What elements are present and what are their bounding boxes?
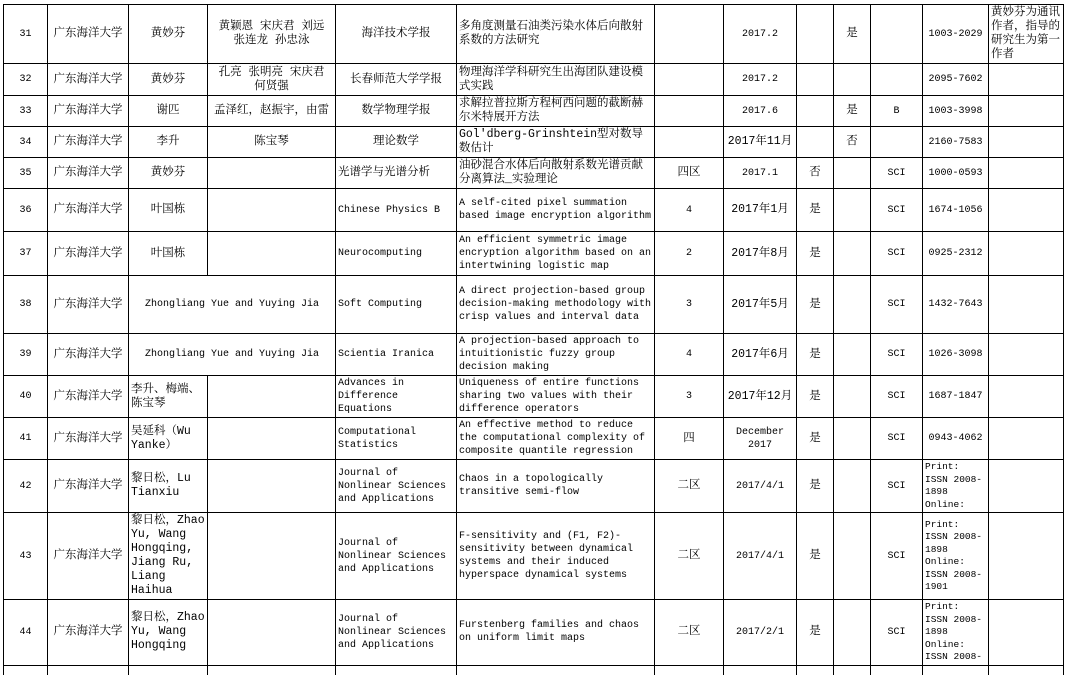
cell-note[interactable] <box>989 276 1064 334</box>
cell-title[interactable]: An effective method to reduce the computational complexity of composite quantile regression <box>457 418 655 460</box>
cell-university[interactable]: 广东海洋大学 <box>48 334 129 376</box>
cell-flag2[interactable] <box>834 276 871 334</box>
cell-coauthors[interactable] <box>208 418 336 460</box>
cell-journal[interactable] <box>336 665 457 675</box>
table-row <box>4 158 1064 189</box>
cell-date[interactable]: 2017年5月 <box>724 276 797 334</box>
cell-author[interactable]: 黄妙芬 <box>129 158 208 189</box>
cell-num[interactable]: 36 <box>4 189 48 232</box>
cell-date[interactable]: December 2017 <box>724 418 797 460</box>
cell-index[interactable] <box>871 665 923 675</box>
publications-table <box>3 4 1064 675</box>
cell-flag1[interactable] <box>797 127 834 158</box>
cell-issn[interactable]: 1674-1056 <box>923 189 989 232</box>
cell-coauthors[interactable]: 黄颖恩 宋庆君 刘远 张连龙 孙忠泳 <box>208 5 336 64</box>
cell-date[interactable]: 2017/4/1 <box>724 460 797 513</box>
cell-note[interactable] <box>989 96 1064 127</box>
cell-date[interactable]: 2017年11月 <box>724 127 797 158</box>
cell-quartile[interactable]: 四区 <box>655 158 724 189</box>
cell-num[interactable]: 38 <box>4 276 48 334</box>
cell-university[interactable]: 广东海洋大学 <box>48 64 129 96</box>
cell-num[interactable]: 41 <box>4 418 48 460</box>
table-row <box>4 600 1064 666</box>
cell-title[interactable]: Gol'dberg-Grinshtein型对数导数估计 <box>457 127 655 158</box>
cell-flag1[interactable]: 是 <box>797 460 834 513</box>
cell-author[interactable]: 李升 <box>129 127 208 158</box>
cell-author[interactable]: 谢匹 <box>129 96 208 127</box>
cell-date[interactable]: 2017年1月 <box>724 189 797 232</box>
cell-university[interactable]: 广东海洋大学 <box>48 600 129 666</box>
cell-flag1[interactable] <box>797 64 834 96</box>
cell-flag2[interactable] <box>834 334 871 376</box>
cell-note[interactable] <box>989 665 1064 675</box>
cell-num[interactable]: 33 <box>4 96 48 127</box>
cell-issn[interactable]: Print: ISSN 2008-1898 Online: <box>923 460 989 513</box>
cell-title[interactable]: Chaos in a topologically transitive semi-flow <box>457 460 655 513</box>
cell-title[interactable]: F-sensitivity and (F1, F2)-sensitivity between dynamical systems and their induced hyperspace dynamical systems <box>457 513 655 600</box>
cell-university[interactable]: 广东海洋大学 <box>48 232 129 276</box>
cell-date[interactable]: 2017/4/1 <box>724 513 797 600</box>
cell-quartile[interactable]: 3 <box>655 276 724 334</box>
cell-journal[interactable]: 海洋技术学报 <box>336 5 457 64</box>
table-row <box>4 334 1064 376</box>
cell-quartile[interactable]: 4 <box>655 334 724 376</box>
cell-index[interactable]: SCI <box>871 158 923 189</box>
cell-flag2[interactable] <box>834 513 871 600</box>
table-row <box>4 127 1064 158</box>
cell-flag1[interactable] <box>797 665 834 675</box>
cell-flag1[interactable] <box>797 96 834 127</box>
table-row <box>4 64 1064 96</box>
cell-date[interactable]: 2017年8月 <box>724 232 797 276</box>
cell-quartile[interactable]: 2 <box>655 232 724 276</box>
table-row <box>4 513 1064 600</box>
cell-quartile[interactable]: 二区 <box>655 460 724 513</box>
cell-university[interactable]: 广东海洋大学 <box>48 418 129 460</box>
cell-note[interactable] <box>989 376 1064 418</box>
cell-quartile[interactable]: 二区 <box>655 600 724 666</box>
cell-journal[interactable]: Chinese Physics B <box>336 189 457 232</box>
cell-num[interactable]: 31 <box>4 5 48 64</box>
cell-coauthors[interactable] <box>208 460 336 513</box>
cell-author[interactable]: 黎日松，Lu Tianxiu <box>129 460 208 513</box>
cell-index[interactable]: SCI <box>871 276 923 334</box>
table-row <box>4 96 1064 127</box>
cell-university[interactable]: 广东海洋大学 <box>48 513 129 600</box>
cell-author[interactable]: 黎日松，Zhao Yu, Wang Hongqing, Jiang Ru, Liang Haihua <box>129 513 208 600</box>
cell-author[interactable]: 吴延科（Wu Yanke） <box>129 418 208 460</box>
cell-num[interactable]: 32 <box>4 64 48 96</box>
cell-author[interactable]: 黄妙芬 <box>129 5 208 64</box>
cell-title[interactable]: 求解拉普拉斯方程柯西问题的截断赫尔米特展开方法 <box>457 96 655 127</box>
cell-title[interactable]: Uniqueness of entire functions sharing two values with their difference operators <box>457 376 655 418</box>
cell-author[interactable]: 李升、梅端、陈宝琴 <box>129 376 208 418</box>
cell-note[interactable] <box>989 334 1064 376</box>
cell-flag1[interactable]: 是 <box>797 418 834 460</box>
cell-flag1[interactable]: 是 <box>797 276 834 334</box>
cell-university[interactable]: 广东海洋大学 <box>48 276 129 334</box>
cell-date[interactable]: 2017年12月 <box>724 376 797 418</box>
cell-date[interactable]: 2017.2 <box>724 5 797 64</box>
cell-index[interactable]: SCI <box>871 376 923 418</box>
cell-quartile[interactable] <box>655 64 724 96</box>
cell-author[interactable]: Zhongliang Yue and Yuying Jia <box>129 276 336 334</box>
cell-flag2[interactable] <box>834 232 871 276</box>
cell-quartile[interactable]: 4 <box>655 189 724 232</box>
cell-issn[interactable] <box>923 665 989 675</box>
cell-note[interactable] <box>989 232 1064 276</box>
table-row <box>4 232 1064 276</box>
cell-num[interactable]: 37 <box>4 232 48 276</box>
cell-issn[interactable]: 0943-4062 <box>923 418 989 460</box>
cell-title[interactable] <box>457 665 655 675</box>
cell-title[interactable]: Furstenberg families and chaos on uniform limit maps <box>457 600 655 666</box>
cell-flag1[interactable]: 是 <box>797 334 834 376</box>
cell-index[interactable] <box>871 127 923 158</box>
cell-index[interactable] <box>871 64 923 96</box>
cell-journal[interactable]: Advances in Difference Equations <box>336 376 457 418</box>
cell-coauthors[interactable] <box>208 665 336 675</box>
cell-flag2[interactable]: 是 <box>834 96 871 127</box>
cell-university[interactable]: 广东海洋大学 <box>48 5 129 64</box>
cell-university[interactable]: 广东海洋大学 <box>48 460 129 513</box>
cell-index[interactable] <box>871 5 923 64</box>
cell-note[interactable] <box>989 158 1064 189</box>
table-row <box>4 189 1064 232</box>
cell-title[interactable]: A self-cited pixel summation based image encryption algorithm <box>457 189 655 232</box>
cell-date[interactable]: 2017/2/1 <box>724 600 797 666</box>
cell-issn[interactable]: 1003-2029 <box>923 5 989 64</box>
cell-note[interactable] <box>989 64 1064 96</box>
publications-sheet <box>3 4 1064 675</box>
cell-coauthors[interactable]: 孔亮 张明亮 宋庆君 何贤强 <box>208 64 336 96</box>
cell-university[interactable]: 广东海洋大学 <box>48 158 129 189</box>
cell-flag2[interactable] <box>834 64 871 96</box>
cell-index[interactable]: SCI <box>871 513 923 600</box>
cell-journal[interactable]: 数学物理学报 <box>336 96 457 127</box>
cell-coauthors[interactable] <box>208 158 336 189</box>
cell-index[interactable]: B <box>871 96 923 127</box>
cell-date[interactable]: 2017.2 <box>724 64 797 96</box>
cell-author[interactable]: 黄妙芬 <box>129 64 208 96</box>
table-row <box>4 376 1064 418</box>
cell-author[interactable]: 黎日松，Zhao Yu, Wang Hongqing <box>129 600 208 666</box>
cell-flag2[interactable]: 否 <box>834 127 871 158</box>
cell-title[interactable]: 油砂混合水体后向散射系数光谱贡献分离算法_实验理论 <box>457 158 655 189</box>
cell-issn[interactable]: 1432-7643 <box>923 276 989 334</box>
cell-title[interactable]: An efficient symmetric image encryption algorithm based on an intertwining logistic map <box>457 232 655 276</box>
table-row <box>4 460 1064 513</box>
cell-university[interactable] <box>48 665 129 675</box>
cell-journal[interactable]: Scientia Iranica <box>336 334 457 376</box>
cell-date[interactable]: 2017.6 <box>724 96 797 127</box>
cell-quartile[interactable]: 二区 <box>655 513 724 600</box>
cell-flag1[interactable]: 是 <box>797 600 834 666</box>
cell-title[interactable]: 物理海洋学科研究生出海团队建设模式实践 <box>457 64 655 96</box>
cell-note[interactable] <box>989 189 1064 232</box>
cell-quartile[interactable]: 3 <box>655 376 724 418</box>
cell-flag1[interactable]: 是 <box>797 376 834 418</box>
cell-quartile[interactable] <box>655 96 724 127</box>
cell-note[interactable] <box>989 418 1064 460</box>
cell-flag2[interactable] <box>834 460 871 513</box>
cell-index[interactable]: SCI <box>871 232 923 276</box>
cell-quartile[interactable] <box>655 127 724 158</box>
cell-note[interactable]: 黄妙芬为通讯作者，指导的研究生为第一作者 <box>989 5 1064 64</box>
cell-journal[interactable]: Journal of Nonlinear Sciences and Applications <box>336 513 457 600</box>
cell-num[interactable]: 39 <box>4 334 48 376</box>
table-row <box>4 5 1064 64</box>
cell-issn[interactable]: 1003-3998 <box>923 96 989 127</box>
cell-flag2[interactable] <box>834 600 871 666</box>
cell-date[interactable] <box>724 665 797 675</box>
cell-university[interactable]: 广东海洋大学 <box>48 127 129 158</box>
cell-quartile[interactable] <box>655 5 724 64</box>
cell-flag2[interactable]: 是 <box>834 5 871 64</box>
cell-flag1[interactable] <box>797 5 834 64</box>
cell-num[interactable]: 40 <box>4 376 48 418</box>
cell-author[interactable] <box>129 665 208 675</box>
cell-flag2[interactable] <box>834 418 871 460</box>
cell-issn[interactable]: 2160-7583 <box>923 127 989 158</box>
cell-note[interactable] <box>989 460 1064 513</box>
cell-flag1[interactable]: 是 <box>797 513 834 600</box>
cell-quartile[interactable] <box>655 665 724 675</box>
cell-issn[interactable]: 2095-7602 <box>923 64 989 96</box>
cell-coauthors[interactable] <box>208 376 336 418</box>
cell-author[interactable]: 叶国栋 <box>129 189 208 232</box>
cell-flag2[interactable] <box>834 189 871 232</box>
cell-coauthors[interactable] <box>208 513 336 600</box>
cell-index[interactable]: SCI <box>871 418 923 460</box>
cell-index[interactable]: SCI <box>871 460 923 513</box>
cell-journal[interactable]: Soft Computing <box>336 276 457 334</box>
cell-flag2[interactable] <box>834 376 871 418</box>
cell-university[interactable]: 广东海洋大学 <box>48 189 129 232</box>
table-row <box>4 276 1064 334</box>
cell-journal[interactable]: 理论数学 <box>336 127 457 158</box>
cell-flag1[interactable]: 是 <box>797 232 834 276</box>
cell-flag1[interactable]: 是 <box>797 189 834 232</box>
cell-date[interactable]: 2017年6月 <box>724 334 797 376</box>
cell-index[interactable]: SCI <box>871 189 923 232</box>
cell-quartile[interactable]: 四 <box>655 418 724 460</box>
table-row-partial <box>4 665 1064 675</box>
cell-title[interactable]: A direct projection-based group decision-making methodology with crisp values and interval data <box>457 276 655 334</box>
cell-issn[interactable]: 1026-3098 <box>923 334 989 376</box>
cell-coauthors[interactable]: 陈宝琴 <box>208 127 336 158</box>
cell-index[interactable]: SCI <box>871 334 923 376</box>
cell-issn[interactable]: 1687-1847 <box>923 376 989 418</box>
cell-coauthors[interactable] <box>208 189 336 232</box>
cell-num[interactable]: 34 <box>4 127 48 158</box>
cell-journal[interactable]: 光谱学与光谱分析 <box>336 158 457 189</box>
cell-coauthors[interactable] <box>208 232 336 276</box>
cell-issn[interactable]: 1000-0593 <box>923 158 989 189</box>
cell-flag2[interactable] <box>834 158 871 189</box>
cell-journal[interactable]: Computational Statistics <box>336 418 457 460</box>
cell-author[interactable]: 叶国栋 <box>129 232 208 276</box>
cell-university[interactable]: 广东海洋大学 <box>48 96 129 127</box>
cell-coauthors[interactable]: 孟泽红，赵振宇，由雷 <box>208 96 336 127</box>
cell-index[interactable]: SCI <box>871 600 923 666</box>
cell-num[interactable]: 44 <box>4 600 48 666</box>
cell-author[interactable]: Zhongliang Yue and Yuying Jia <box>129 334 336 376</box>
cell-coauthors[interactable] <box>208 600 336 666</box>
cell-note[interactable] <box>989 127 1064 158</box>
cell-issn[interactable]: Print: ISSN 2008-1898 Online: ISSN 2008-1901 <box>923 513 989 600</box>
cell-num[interactable]: 35 <box>4 158 48 189</box>
cell-journal[interactable]: Journal of Nonlinear Sciences and Applications <box>336 600 457 666</box>
cell-num[interactable] <box>4 665 48 675</box>
cell-num[interactable]: 43 <box>4 513 48 600</box>
cell-note[interactable] <box>989 513 1064 600</box>
cell-num[interactable]: 42 <box>4 460 48 513</box>
cell-flag1[interactable]: 否 <box>797 158 834 189</box>
cell-issn[interactable]: 0925-2312 <box>923 232 989 276</box>
cell-title[interactable]: 多角度测量石油类污染水体后向散射系数的方法研究 <box>457 5 655 64</box>
cell-date[interactable]: 2017.1 <box>724 158 797 189</box>
table-row <box>4 418 1064 460</box>
cell-flag2[interactable] <box>834 665 871 675</box>
cell-journal[interactable]: Journal of Nonlinear Sciences and Applications <box>336 460 457 513</box>
cell-note[interactable] <box>989 600 1064 666</box>
cell-university[interactable]: 广东海洋大学 <box>48 376 129 418</box>
cell-journal[interactable]: 长春师范大学学报 <box>336 64 457 96</box>
cell-title[interactable]: A projection-based approach to intuitionistic fuzzy group decision making <box>457 334 655 376</box>
cell-issn[interactable]: Print: ISSN 2008-1898 Online: ISSN 2008- <box>923 600 989 666</box>
cell-journal[interactable]: Neurocomputing <box>336 232 457 276</box>
